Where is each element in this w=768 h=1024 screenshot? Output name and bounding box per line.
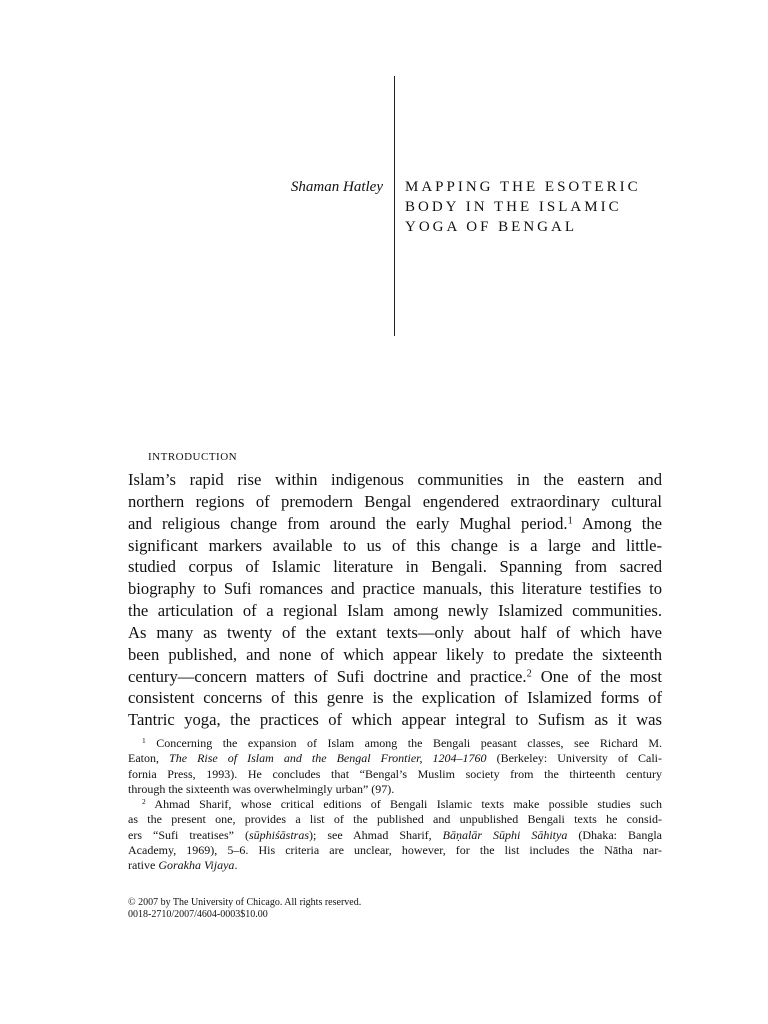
body-line: Tantric yoga, the practices of which appear integral to Sufism as it was [128,710,662,730]
copyright-notice [128,897,361,921]
footnote-ref: 1 [567,515,573,527]
body-line: As many as twenty of the extant texts—only about half of which have [128,622,662,642]
body-line: and religious change from around the early Mughal period.$^1$ Among the [128,513,662,533]
title-line: YOGA OF BENGAL [405,219,578,235]
footnote-line: through the sixteenth was overwhelmingly urban” (97). [128,781,395,796]
title-divider [394,76,395,336]
footnote-2: $^2$ Ahmad Sharif, whose critical editions of Bengali Islamic texts make possible studies such [142,797,663,812]
title-line: MAPPING THE ESOTERIC [405,179,641,195]
body-line: significant markers available to us of this change is a large and little- [128,535,662,555]
footnote-line: Eaton, The Rise of Islam and the Bengal Frontier, 1204–1760 (Berkeley: University of Cali- [128,751,662,766]
footnote-1: $^1$ Concerning the expansion of Islam among the Bengali peasant classes, see Richard M. [142,735,663,750]
footnote-marker: 2 [142,797,146,807]
body-line: the articulation of a regional Islam among newly Islamized communities. [128,601,662,621]
copyright-line: © 2007 by The University of Chicago. All rights reserved. [128,897,362,908]
footnote-line: as the present one, provides a list of the published and unpublished Bengali texts he consid- [128,812,662,827]
footnote-line: ers “Sufi treatises” (sūphiśāstras); see Ahmad Sharif, Bāṇalār Sūphi Sāhitya (Dhaka: Bangla [128,827,662,842]
footnote-line: Academy, 1969), 5–6. His criteria are unclear, however, for the list includes the Nātha nar- [128,843,662,858]
title-line: BODY IN THE ISLAMIC [405,199,622,215]
footnote-line: fornia Press, 1993). He concludes that “Bengal’s Muslim society from the thirteenth century [128,766,662,781]
footnote-marker: 1 [142,735,146,745]
body-line: Islam’s rapid rise within indigenous communities in the eastern and [128,470,662,489]
body-line: been published, and none of which appear likely to predate the sixteenth [128,644,662,664]
body-paragraph [128,469,662,731]
section-heading: INTRODUCTION [148,451,238,463]
article-title [405,177,705,237]
body-line: consistent concerns of this genre is the explication of Islamized forms of [128,688,662,708]
author-name: Shaman Hatley [290,179,383,195]
footnote-ref: 2 [526,667,532,679]
footnotes [128,736,662,874]
issn-line: 0018-2710/2007/4604-0003$10.00 [128,909,268,920]
footnote-line: rative Gorakha Vijaya. [128,858,238,873]
body-line: century—concern matters of Sufi doctrine and practice.$^2$ One of the most [128,666,662,686]
body-line: biography to Sufi romances and practice manuals, this literature testifies to [128,579,662,599]
article-title-block [0,0,768,340]
body-line: northern regions of premodern Bengal engendered extraordinary cultural [128,491,662,511]
body-line: studied corpus of Islamic literature in Bengali. Spanning from sacred [128,557,662,577]
